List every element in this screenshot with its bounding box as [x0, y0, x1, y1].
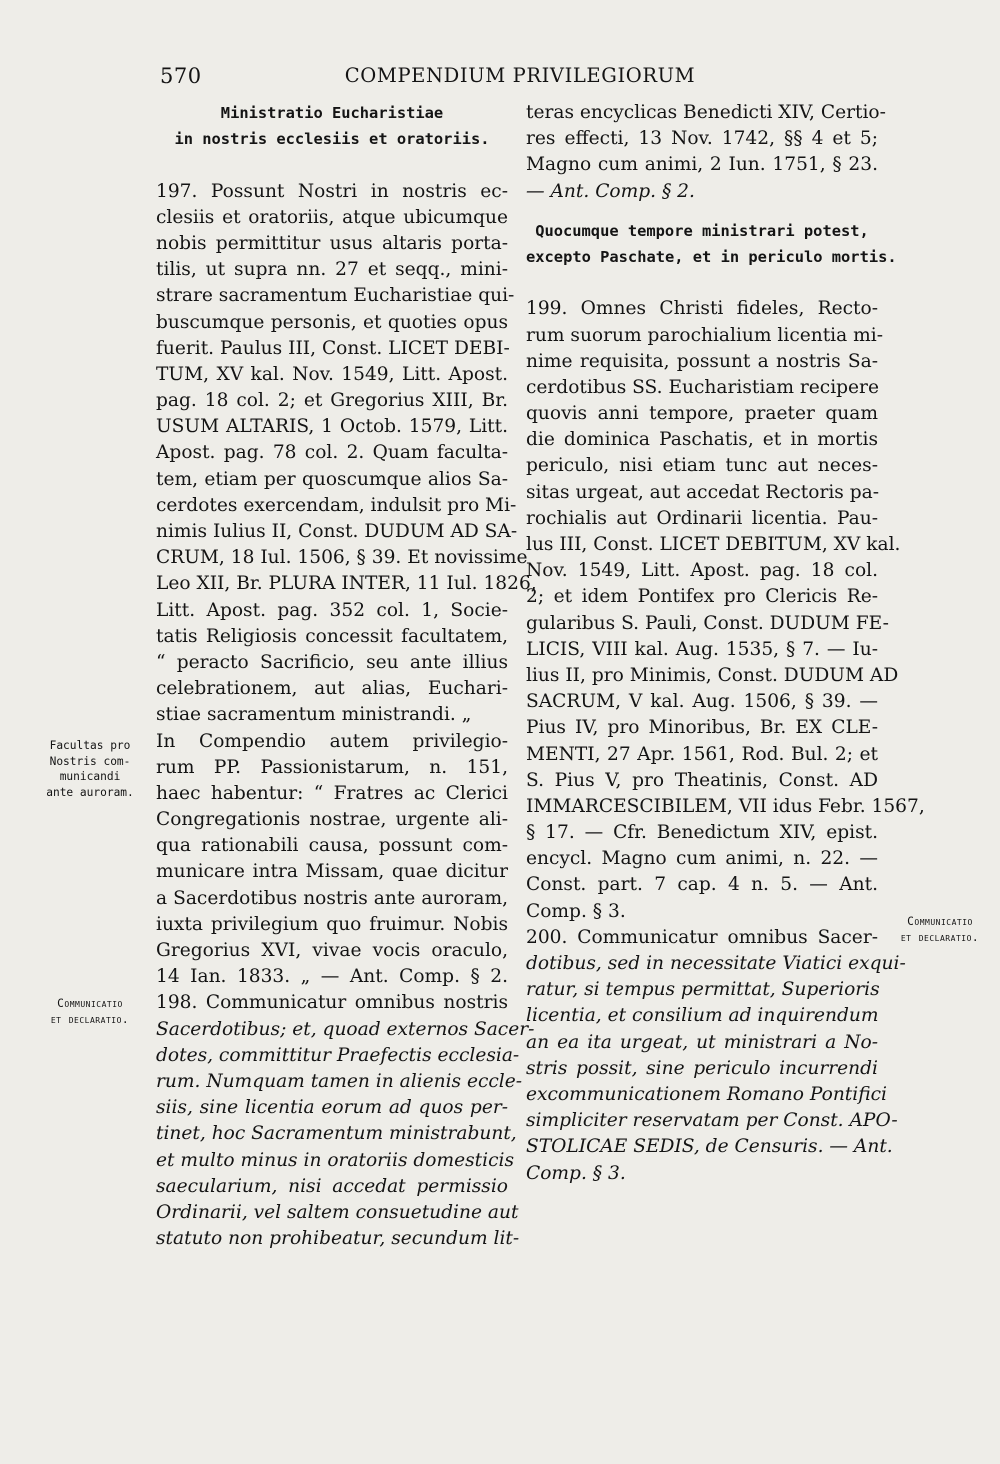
text-line: qua rationabili causa, possunt com-	[156, 835, 508, 857]
text-line: Magno cum animi, 2 Iun. 1751, § 23.	[526, 154, 878, 176]
text-line: teras encyclicas Benedicti XIV, Certio-	[526, 102, 886, 123]
text-line: MENTI, 27 Apr. 1561, Rod. Bul. 2; et	[526, 743, 878, 765]
text-line: S. Pius V, pro Theatinis, Const. AD	[526, 769, 878, 791]
text-line: haec habentur: “ Fratres ac Clerici	[156, 782, 508, 804]
text-line: Litt. Apost. pag. 352 col. 1, Socie-	[156, 599, 508, 621]
text-line: cerdotes exercendam, indulsit pro Mi-	[156, 494, 517, 516]
margin-note-line: et declaratio.	[50, 1012, 130, 1026]
margin-note-line: municandi	[59, 770, 121, 783]
margin-note-line: Nostris com-	[49, 754, 131, 768]
text-line: Sacerdotibus; et, quoad externos Sacer-	[156, 1018, 535, 1040]
text-line: 2; et idem Pontifex pro Clericis Re-	[526, 586, 878, 608]
text-line: tinet, hoc Sacramentum ministrabunt,	[156, 1123, 517, 1145]
section-heading-line: Quocumque tempore ministrari potest,	[535, 221, 869, 240]
margin-note-line: Communicatio	[57, 997, 123, 1010]
text-line: Comp. § 3.	[526, 900, 626, 922]
margin-note-line: ante auroram.	[46, 785, 134, 799]
text-line: Congregationis nostrae, urgente ali-	[156, 809, 508, 831]
text-line: tem, etiam per quoscumque alios Sa-	[156, 468, 508, 490]
text-line: siis, sine licentia eorum ad quos per-	[156, 1097, 508, 1119]
section-heading-line: Ministratio Eucharistiae	[220, 104, 444, 122]
text-line: rum PP. Passionistarum, n. 151,	[156, 756, 508, 778]
text-line: CRUM, 18 Iul. 1506, § 39. Et novissime	[156, 547, 528, 569]
text-line: STOLICAE SEDIS, de Censuris. — Ant.	[526, 1136, 893, 1158]
right-column	[526, 100, 925, 1187]
margin-note-line: et declaratio.	[900, 930, 980, 944]
paragraph-gap	[526, 205, 878, 218]
margin-note-communicatio-right	[880, 914, 1000, 945]
text-line: rochialis aut Ordinarii licentia. Pau-	[526, 507, 878, 529]
text-line: USUM ALTARIS, 1 Octob. 1579, Litt.	[156, 416, 508, 438]
text-line: excommunicationem Romano Pontifici	[526, 1083, 887, 1105]
text-line: tatis Religiosis concessit facultatem,	[156, 625, 508, 647]
text-line: stris possit, sine periculo incurrendi	[526, 1057, 878, 1079]
section-heading-line: in nostris ecclesiis et oratoriis.	[174, 130, 490, 149]
text-line: IMMARCESCIBILEM, VII idus Febr. 1567,	[526, 795, 925, 817]
text-line: 200. Communicatur omnibus Sacer-	[526, 926, 878, 948]
text-line: a Sacerdotibus nostris ante auroram,	[156, 887, 508, 909]
text-line: statuto non prohibeatur, secundum lit-	[156, 1228, 520, 1250]
text-line: Leo XII, Br. PLURA INTER, 11 Iul. 1826,	[156, 573, 537, 595]
text-line: periculo, nisi etiam tunc aut neces-	[526, 455, 878, 477]
running-title: COMPENDIUM PRIVILEGIORUM	[344, 64, 696, 87]
text-line: strare sacramentum Eucharistiae qui-	[156, 285, 515, 307]
text-line: tilis, ut supra nn. 27 et seqq., mini-	[156, 259, 508, 281]
text-line: municare intra Missam, quae dicitur	[156, 861, 508, 883]
text-line: saecularium, nisi accedat permissio	[156, 1175, 508, 1197]
text-line: Nov. 1549, Litt. Apost. pag. 18 col.	[526, 560, 878, 582]
paragraph-gap	[156, 152, 508, 178]
text-line: buscumque personis, et quoties opus	[156, 311, 508, 333]
text-line: dotibus, sed in necessitate Viatici exqui-	[526, 953, 906, 974]
text-line: simpliciter reservatam per Const. APO-	[526, 1110, 898, 1132]
margin-note-line: Facultas pro	[49, 739, 131, 752]
text-line: celebrationem, aut alias, Euchari-	[156, 678, 508, 700]
text-line: et multo minus in oratoriis domesticis	[156, 1149, 514, 1171]
margin-note-line: Communicatio	[907, 915, 973, 928]
text-line: “ peracto Sacrificio, seu ante illius	[156, 651, 508, 673]
text-line: Const. part. 7 cap. 4 n. 5. — Ant.	[526, 874, 878, 896]
text-line: rum suorum parochialium licentia mi-	[526, 324, 883, 346]
text-line: TUM, XV kal. Nov. 1549, Litt. Apost.	[156, 363, 508, 385]
text-line: res effecti, 13 Nov. 1742, §§ 4 et 5;	[526, 128, 878, 150]
text-line: gularibus S. Pauli, Const. DUDUM FE-	[526, 612, 889, 634]
text-line: LICIS, VIII kal. Aug. 1535, § 7. — Iu-	[526, 638, 878, 660]
text-line: dotes, committitur Praefectis ecclesia-	[156, 1044, 520, 1066]
text-line: SACRUM, V kal. Aug. 1506, § 39. —	[526, 691, 878, 713]
text-line: lus III, Const. LICET DEBITUM, XV kal.	[526, 534, 901, 555]
text-line: 198. Communicatur omnibus nostris	[156, 992, 508, 1014]
text-line: 14 Ian. 1833. „ — Ant. Comp. § 2.	[156, 966, 508, 988]
text-line: In Compendio autem privilegio-	[156, 730, 508, 752]
text-line: Gregorius XVI, vivae vocis oraculo,	[156, 940, 508, 961]
text-line: an ea ita urgeat, ut ministrari a No-	[526, 1031, 878, 1053]
text-line: sitas urgeat, aut accedat Rectoris pa-	[526, 481, 880, 503]
text-line: stiae sacramentum ministrandi. „	[156, 704, 472, 726]
margin-note-communicatio-left	[30, 996, 150, 1027]
text-line: encycl. Magno cum animi, n. 22. —	[526, 848, 878, 870]
text-line: quovis anni tempore, praeter quam	[526, 403, 878, 425]
text-line: rum. Numquam tamen in alienis eccle-	[156, 1070, 523, 1092]
text-line: cerdotibus SS. Eucharistiam recipere	[526, 376, 879, 398]
text-line: licentia, et consilium ad inquirendum	[526, 1005, 879, 1027]
text-line: § 17. — Cfr. Benedictum XIV, epist.	[526, 822, 878, 844]
text-line: — Ant. Comp. § 2.	[526, 180, 695, 202]
text-line: Pius IV, pro Minoribus, Br. EX CLE-	[526, 717, 878, 739]
text-line: lius II, pro Minimis, Const. DUDUM AD	[526, 664, 899, 686]
text-line: 197. Possunt Nostri in nostris ec-	[156, 180, 508, 202]
text-line: Comp. § 3.	[526, 1162, 626, 1184]
text-line: Apost. pag. 78 col. 2. Quam faculta-	[156, 442, 508, 464]
text-line: nimis Iulius II, Const. DUDUM AD SA-	[156, 521, 518, 542]
text-line: die dominica Paschatis, et in mortis	[526, 429, 878, 451]
text-line: ratur, si tempus permittat, Superioris	[526, 979, 880, 1001]
text-line: Ordinarii, vel saltem consuetudine aut	[156, 1201, 519, 1223]
text-line: 199. Omnes Christi fideles, Recto-	[526, 298, 878, 320]
text-line: clesiis et oratoriis, atque ubicumque	[156, 206, 508, 228]
paragraph-gap	[526, 270, 878, 296]
page-number: 570	[160, 64, 202, 88]
text-line: fuerit. Paulus III, Const. LICET DEBI-	[156, 337, 510, 359]
text-line: nime requisita, possunt a nostris Sa-	[526, 350, 878, 372]
left-column	[156, 100, 537, 1252]
section-heading-line: excepto Paschate, et in periculo mortis.	[526, 247, 897, 266]
text-line: pag. 18 col. 2; et Gregorius XIII, Br.	[156, 390, 508, 412]
text-line: iuxta privilegium quo fruimur. Nobis	[156, 913, 508, 935]
text-line: nobis permittitur usus altaris porta-	[156, 232, 508, 254]
margin-note-facultas	[30, 738, 150, 800]
